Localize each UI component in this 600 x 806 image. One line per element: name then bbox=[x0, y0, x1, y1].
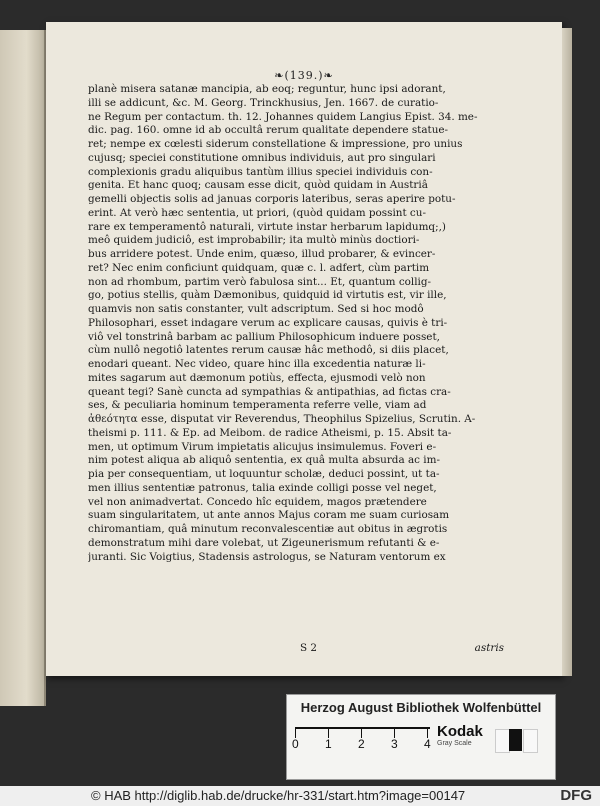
text-line: meô quidem judiciô, est improbabilir; ita multò minùs doctiori- bbox=[88, 234, 420, 247]
text-line: demonstratum mihi dare volebat, ut Zigeunerismum refutanti & e- bbox=[88, 536, 440, 549]
gray-patch-black bbox=[509, 729, 522, 751]
text-line: ses, & peculiaria hominum temperamenta referre velle, viam ad bbox=[88, 399, 427, 412]
page-footer bbox=[88, 642, 504, 656]
page-body-text bbox=[88, 83, 504, 564]
text-line: suam singularitatem, ut ante annos Majus coram me suam curiosam bbox=[88, 509, 450, 522]
ruler-label: 1 bbox=[325, 737, 332, 751]
ruler-label: 3 bbox=[391, 737, 398, 751]
text-line: non ad rhombum, partim verò fabulosa sint... Et, quantum collig- bbox=[88, 275, 432, 288]
text-line: nim potest aliqua ab aliquô sententia, ex quâ multa absurda ac im- bbox=[88, 454, 440, 467]
text-line: erint. At verò hæc sententia, ut priori, (quòd quidam possint cu- bbox=[88, 206, 426, 219]
text-line: bus arridere potest. Unde enim, quæso, illud probarer, & evincer- bbox=[88, 248, 436, 260]
ruler-label: 0 bbox=[292, 737, 299, 751]
text-line: ἀθεότητα esse, disputat vir Reverendus, Theophilus Spizelius, Scrutin. A- bbox=[88, 413, 476, 425]
text-line: go, potius stellis, quàm Dæmonibus, quidquid id virtutis est, vir ille, bbox=[88, 289, 447, 302]
gray-patch-white bbox=[523, 729, 538, 753]
text-line: quamvis non satis constanter, vult adscriptum. Sed si hoc modô bbox=[88, 303, 424, 315]
ruler-label: 2 bbox=[358, 737, 365, 751]
text-line: planè misera satanæ mancipia, ab eoq; reguntur, hunc ipsi adorant, bbox=[88, 83, 446, 95]
text-line: mites sagarum aut dæmonum potiùs, effecta, ejusmodi velò non bbox=[88, 371, 426, 384]
text-line: cujusq; speciei constitutione omnibus individuis, aut pro singulari bbox=[88, 151, 436, 164]
text-line: illi se addicunt, &c. M. Georg. Trinckhusius, Jen. 1667. de curatio- bbox=[88, 96, 439, 109]
text-line: men, ut optimum Virum impietatis alicujus insimulemus. Foveri e- bbox=[88, 440, 437, 453]
text-line: ret? Nec enim conficiunt quidquam, quæ c. l. adfert, cùm partim bbox=[88, 261, 430, 274]
dfg-logo: DFG bbox=[560, 787, 592, 804]
text-line: juranti. Sic Voigtius, Stadensis astrologus, se Naturam ventorum ex bbox=[88, 550, 446, 563]
text-line: Philosophari, esset indagare verum ac explicare causas, quivis è tri- bbox=[88, 316, 448, 329]
text-line: queant tegi? Sanè cuncta ad sympathias & antipathias, ad fictas cra- bbox=[88, 385, 451, 398]
text-line: ne Regum per contactum. th. 12. Johannes quidem Langius Epist. 34. me- bbox=[88, 110, 478, 123]
gray-patch-white bbox=[495, 729, 510, 753]
text-line: gemelli objectis solis ad januas corporis lateribus, seras aperire potu- bbox=[88, 193, 456, 205]
copyright-link[interactable]: © HAB http://diglib.hab.de/drucke/hr-331/start.htm?image=00147 bbox=[91, 788, 466, 803]
kodak-brand: Kodak bbox=[437, 723, 483, 740]
kodak-label bbox=[437, 723, 485, 753]
catchword: astris bbox=[474, 642, 504, 654]
library-name: Herzog August Bibliothek Wolfenbüttel bbox=[300, 700, 542, 715]
text-line: dic. pag. 160. omne id ab occultâ rerum qualitate dependere statue- bbox=[88, 124, 449, 137]
gray-scale-label: Gray Scale bbox=[437, 740, 472, 747]
book-page bbox=[46, 22, 562, 676]
text-line: ret; nempe ex cœlesti siderum constellatione & impressione, pro unius bbox=[88, 138, 463, 150]
text-line: men illius sententiæ patronus, talia exinde colligi posse vel neget, bbox=[88, 481, 437, 494]
status-bar bbox=[0, 786, 600, 806]
text-line: cùm nullô negotiô latentes rerum causæ hâc methodô, si diis placet, bbox=[88, 344, 449, 357]
text-line: vel non animadvertat. Concedo hîc equidem, magos prætendere bbox=[88, 495, 427, 508]
text-line: genita. Et hanc quoq; causam esse dicit, quòd quidam in Austriâ bbox=[88, 179, 428, 192]
text-line: enodari queant. Nec video, quare hinc illa excedentia naturæ li- bbox=[88, 358, 426, 370]
text-line: viô vel tonstrinâ barbam ac pallium Philosophicum induere posset, bbox=[88, 330, 440, 343]
text-line: rare ex temperamentô naturali, virtute instar herbarum lapidumq;,) bbox=[88, 220, 446, 233]
ruler-label: 4 bbox=[424, 737, 431, 751]
color-target-card bbox=[286, 694, 556, 780]
text-line: chiromantiam, quâ minutum reconvalescentiæ aut obitus in ægrotis bbox=[88, 523, 448, 535]
text-line: complexionis gradu aliquibus tantùm illius speciei individuis con- bbox=[88, 165, 433, 178]
text-line: pia per consequentiam, ut loquuntur scholæ, deduci possint, ut ta- bbox=[88, 468, 440, 480]
signature-mark: S 2 bbox=[300, 642, 318, 654]
left-page-edge bbox=[0, 30, 46, 706]
text-line: theismi p. 111. & Ep. ad Meibom. de radice Atheismi, p. 15. Absit ta- bbox=[88, 426, 452, 439]
page-header: ❧(139.)❧ bbox=[274, 69, 334, 82]
